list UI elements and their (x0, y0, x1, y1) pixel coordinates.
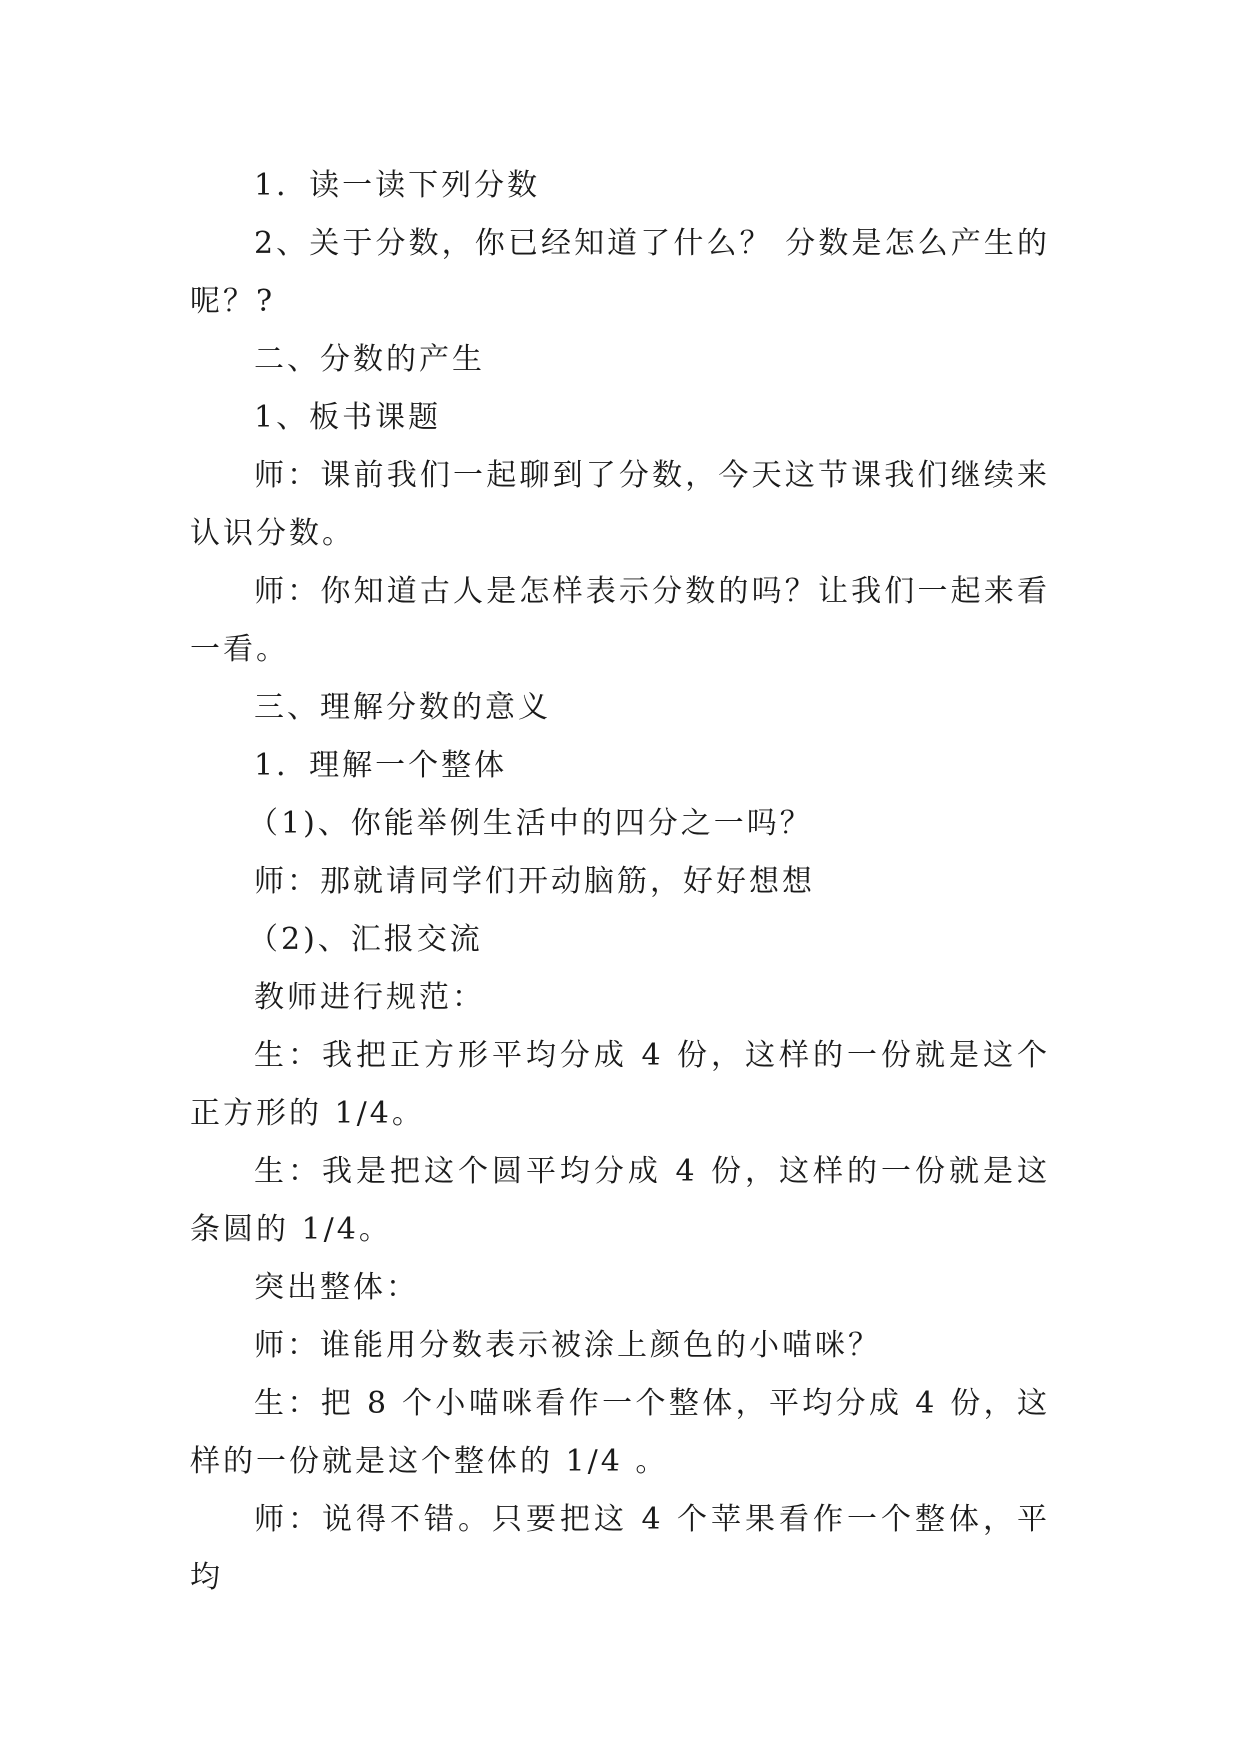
paragraph-read-fractions: 1．读一读下列分数 (254, 168, 541, 203)
paragraph-teacher-standardize: 教师进行规范： (254, 980, 485, 1015)
paragraph-report-exchange: （2)、汇报交流 (248, 922, 483, 957)
paragraph-teacher-kittens: 师：谁能用分数表示被涂上颜色的小喵咪？ (254, 1328, 881, 1363)
paragraph-teacher-intro: 师：课前我们一起聊到了分数，今天这节课我们继续来认识分数。 (190, 458, 1050, 551)
paragraph-what-you-know: 2、关于分数，你已经知道了什么？ 分数是怎么产生的呢？? (190, 226, 1050, 319)
paragraph-question-quarter: （1)、你能举例生活中的四分之一吗？ (248, 806, 813, 841)
section-heading-meaning: 三、理解分数的意义 (254, 690, 551, 725)
section-heading-origin: 二、分数的产生 (254, 342, 485, 377)
paragraph-understand-whole: 1．理解一个整体 (254, 748, 508, 783)
paragraph-student-square: 生：我把正方形平均分成 4 份，这样的一份就是这个正方形的 1/4。 (190, 1038, 1050, 1131)
paragraph-student-kittens: 生：把 8 个小喵咪看作一个整体，平均分成 4 份，这样的一份就是这个整体的 1/4 。 (190, 1386, 1050, 1479)
paragraph-teacher-think: 师：那就请同学们开动脑筋，好好想想 (254, 864, 815, 899)
paragraph-board-title: 1、板书课题 (254, 400, 442, 435)
paragraph-teacher-apples: 师：说得不错。只要把这 4 个苹果看作一个整体，平均 (190, 1502, 1050, 1595)
paragraph-teacher-ancient: 师：你知道古人是怎样表示分数的吗？让我们一起来看一看。 (190, 574, 1050, 667)
paragraph-student-circle: 生：我是把这个圆平均分成 4 份，这样的一份就是这条圆的 1/4。 (190, 1154, 1050, 1247)
paragraph-highlight-whole: 突出整体： (254, 1270, 419, 1305)
document-body (190, 157, 1050, 1607)
